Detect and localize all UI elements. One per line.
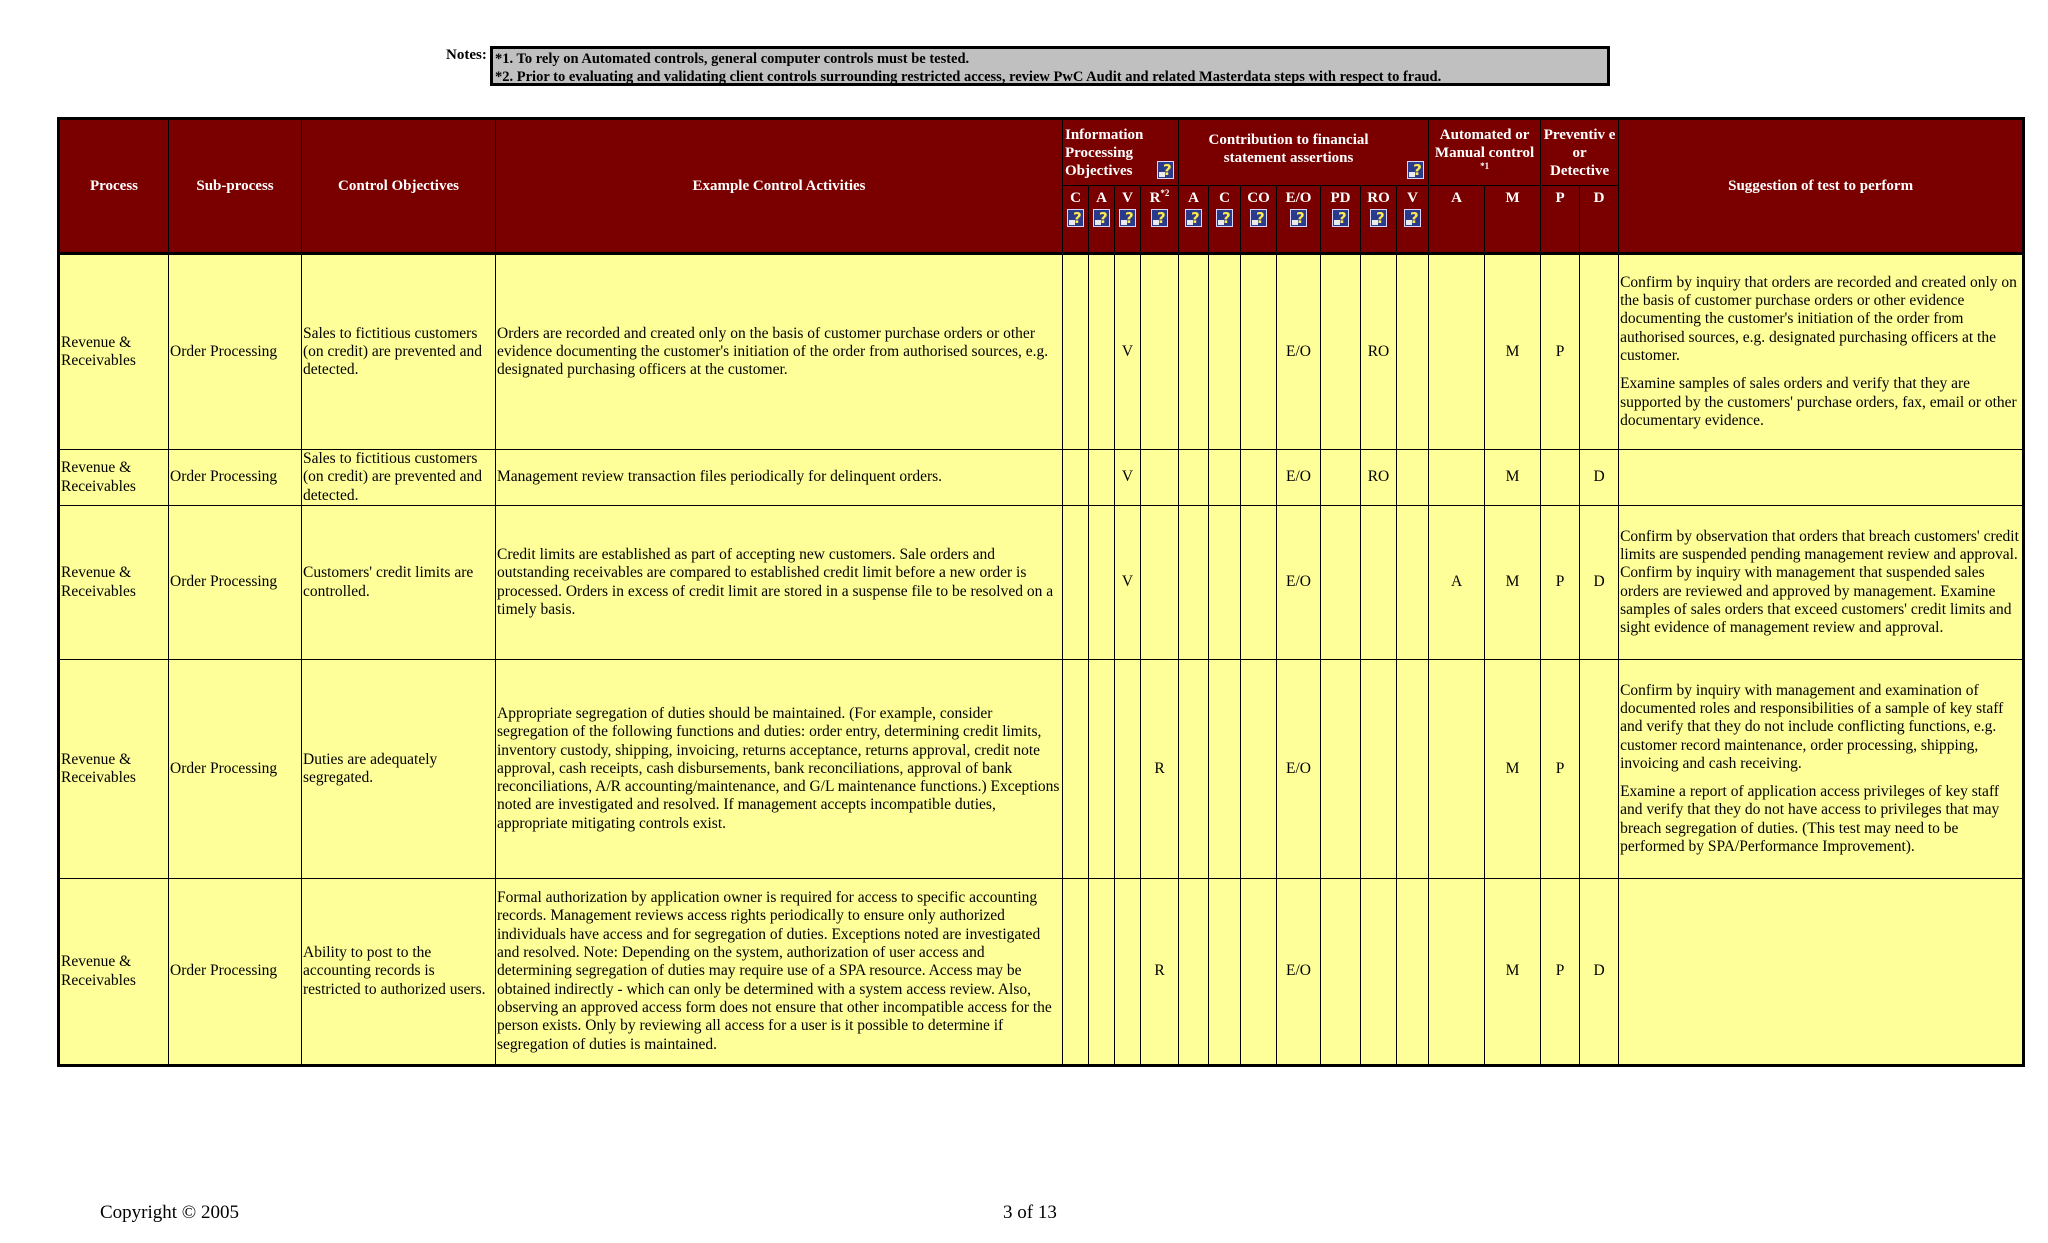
header-am-sup: *1 (1480, 160, 1490, 171)
mark-cell (1321, 660, 1361, 879)
mark-cell (1429, 254, 1485, 450)
mark-cell (1541, 450, 1580, 506)
mark-cell (1397, 506, 1429, 660)
mark-cell (1429, 660, 1485, 879)
mark-cell (1361, 879, 1397, 1066)
mark-cell (1115, 660, 1141, 879)
header-ipo-label: Information Processing Objectives (1065, 126, 1144, 179)
footer-copyright: Copyright © 2005 (100, 1202, 239, 1223)
header-pd-d: D (1580, 186, 1619, 254)
header-am-label: Automated or Manual control (1434, 126, 1535, 161)
mark-cell (1321, 506, 1361, 660)
mark-cell (1241, 660, 1277, 879)
header-pd-p: P (1541, 186, 1580, 254)
header-fsa-group (1179, 119, 1429, 186)
header-process: Process (59, 119, 169, 254)
paragraph-gap (1620, 365, 2021, 375)
help-icon[interactable] (1093, 209, 1110, 227)
mark-cell (1063, 450, 1089, 506)
mark-cell (1361, 660, 1397, 879)
activity-cell: Appropriate segregation of duties should be maintained. (For example, consider segregation of the following functions and duties: order entry, determining credit limits, inventory custody, shipping, invoicing, returns acceptance, returns approval, credit note approval, cash receipts, cash disbursements, bank reconciliations, approval of bank reconciliations, A/R accounting/maintenance, and G/L maintenance functions.) Exceptions noted are investigated and resolved. If management accepts incompatible duties, appropriate mitigating controls exist. (496, 660, 1063, 879)
header-suggestion: Suggestion of test to perform (1619, 119, 2024, 254)
header-ipo-group (1063, 119, 1179, 186)
table-row (59, 506, 2024, 660)
mark-cell (1397, 879, 1429, 1066)
objective-cell: Ability to post to the accounting records is restricted to authorized users. (302, 879, 496, 1066)
mark-cell (1179, 254, 1209, 450)
header-fsa-eo: E/O ? (1277, 186, 1321, 254)
header-pd-label: Preventiv e or Detective (1543, 126, 1616, 179)
header-pd-group (1541, 119, 1619, 186)
help-icon[interactable] (1370, 209, 1387, 227)
mark-cell (1397, 660, 1429, 879)
mark-cell: V (1115, 506, 1141, 660)
help-icon[interactable] (1332, 209, 1349, 227)
suggestion-cell (1619, 660, 2024, 879)
mark-cell (1141, 506, 1179, 660)
help-icon[interactable] (1404, 209, 1421, 227)
subprocess-cell: Order Processing (169, 660, 302, 879)
objective-cell: Duties are adequately segregated. (302, 660, 496, 879)
mark-cell (1209, 660, 1241, 879)
mark-cell: M (1485, 450, 1541, 506)
mark-cell: D (1580, 450, 1619, 506)
footer-page-number: 3 of 13 (1003, 1202, 1057, 1223)
mark-cell: V (1115, 254, 1141, 450)
mark-cell (1429, 879, 1485, 1066)
suggestion-paragraph: Examine a report of application access privileges of key staff and verify that they do not have access to privileges that may breach segregation of duties. (This test may need to be performed by SPA/Performance Improvement). (1620, 783, 2000, 856)
activity-cell: Formal authorization by application owner is required for access to specific accounting records. Management reviews access rights periodically to ensure only authorized individuals have access and for segregation of duties. Exceptions noted are investigated and resolved. Note: Depending on the system, authorization of user access and determining segregation of duties may require use of a SPA resource. Access may be obtained indirectly - which can only be determined with a system access review. Also, observing an approved access form does not ensure that other incompatible access for the person exists. Only by reviewing all access for a user is it possible to determine if segregation of duties is maintained. (496, 879, 1063, 1066)
mark-cell (1241, 254, 1277, 450)
mark-cell (1063, 506, 1089, 660)
help-icon[interactable] (1290, 209, 1307, 227)
mark-cell: M (1485, 506, 1541, 660)
header-am-m: M (1485, 186, 1541, 254)
header-am-group (1429, 119, 1541, 186)
mark-cell: P (1541, 506, 1580, 660)
objective-cell: Customers' credit limits are controlled. (302, 506, 496, 660)
mark-cell: R (1141, 879, 1179, 1066)
mark-cell (1321, 450, 1361, 506)
activity-cell: Orders are recorded and created only on the basis of customer purchase orders or other evidence documenting the customer's initiation of the order from authorised sources, e.g. designated purchasing officers at the customer. (496, 254, 1063, 450)
mark-cell: D (1580, 879, 1619, 1066)
header-fsa-v: V ? (1397, 186, 1429, 254)
mark-cell (1321, 879, 1361, 1066)
mark-cell (1089, 660, 1115, 879)
mark-cell (1429, 450, 1485, 506)
mark-cell: RO (1361, 254, 1397, 450)
suggestion-paragraph: Confirm by inquiry that orders are recorded and created only on the basis of customer purchase orders or other evidence documenting the customer's initiation of the order from authorised sources, e.g. designated purchasing officers at the customer. (1620, 273, 2017, 364)
suggestion-paragraph: Confirm by observation that orders that breach customers' credit limits are suspended pending management review and approval. Confirm by inquiry with management that suspended sales orders are reviewed and approved by management. Examine samples of sales orders that exceed customers' credit limits and sight evidence of management review and approval. (1620, 527, 2019, 637)
table-row (59, 879, 2024, 1066)
header-ipo-v: V ? (1115, 186, 1141, 254)
help-icon[interactable] (1157, 161, 1174, 179)
subprocess-cell: Order Processing (169, 879, 302, 1066)
suggestion-cell (1619, 879, 2024, 1066)
header-ipo-r: $R^{*2}$ ? (1141, 186, 1179, 254)
mark-cell: E/O (1277, 879, 1321, 1066)
process-cell: Revenue & Receivables (59, 450, 169, 506)
objective-cell: Sales to fictitious customers (on credit) are prevented and detected. (302, 450, 496, 506)
mark-cell (1115, 879, 1141, 1066)
mark-cell (1209, 254, 1241, 450)
suggestion-cell (1619, 450, 2024, 506)
process-cell: Revenue & Receivables (59, 254, 169, 450)
mark-cell: E/O (1277, 660, 1321, 879)
table-row (59, 660, 2024, 879)
mark-cell: R (1141, 660, 1179, 879)
header-fsa-c: C ? (1209, 186, 1241, 254)
header-fsa-label: Contribution to financial statement assertions (1208, 131, 1369, 166)
process-cell: Revenue & Receivables (59, 506, 169, 660)
suggestion-cell (1619, 506, 2024, 660)
activity-cell: Credit limits are established as part of accepting new customers. Sale orders and outstanding receivables are compared to established credit limit before a new order is processed. Orders in excess of credit limit are stored in a suspense file to be resolved on a timely basis. (496, 506, 1063, 660)
note-1: *1. To rely on Automated controls, general computer controls must be tested. (495, 51, 970, 67)
mark-cell (1063, 879, 1089, 1066)
help-icon[interactable] (1185, 209, 1202, 227)
mark-cell: P (1541, 660, 1580, 879)
mark-cell (1063, 254, 1089, 450)
mark-cell: P (1541, 254, 1580, 450)
mark-cell: RO (1361, 450, 1397, 506)
header-fsa-ro: RO ? (1361, 186, 1397, 254)
mark-cell (1141, 254, 1179, 450)
mark-cell (1089, 506, 1115, 660)
mark-cell (1241, 450, 1277, 506)
mark-cell: M (1485, 254, 1541, 450)
suggestion-paragraph: Confirm by inquiry with management and examination of documented roles and responsibilities of a sample of key staff and verify that they do not include conflicting functions, e.g. customer record maintenance, order processing, shipping, invoicing and cash receiving. (1620, 681, 2004, 772)
suggestion-paragraph: Examine samples of sales orders and verify that they are supported by the customers' purchase orders, fax, email or other documentary evidence. (1620, 375, 2017, 429)
header-fsa-a: A ? (1179, 186, 1209, 254)
mark-cell (1209, 450, 1241, 506)
mark-cell (1209, 506, 1241, 660)
notes-label: Notes: (446, 47, 487, 63)
activity-cell: Management review transaction files periodically for delinquent orders. (496, 450, 1063, 506)
help-icon[interactable] (1067, 209, 1084, 227)
header-example-activities: Example Control Activities (496, 119, 1063, 254)
mark-cell: E/O (1277, 450, 1321, 506)
process-cell: Revenue & Receivables (59, 879, 169, 1066)
table-row (59, 254, 2024, 450)
mark-cell: E/O (1277, 254, 1321, 450)
mark-cell: E/O (1277, 506, 1321, 660)
mark-cell (1241, 879, 1277, 1066)
notes-box (490, 46, 1610, 86)
mark-cell (1141, 450, 1179, 506)
mark-cell (1321, 254, 1361, 450)
mark-cell (1209, 879, 1241, 1066)
header-subprocess: Sub-process (169, 119, 302, 254)
mark-cell: A (1429, 506, 1485, 660)
mark-cell (1063, 660, 1089, 879)
mark-cell (1179, 879, 1209, 1066)
mark-cell (1241, 506, 1277, 660)
mark-cell: M (1485, 879, 1541, 1066)
table-row (59, 450, 2024, 506)
suggestion-cell (1619, 254, 2024, 450)
help-icon[interactable] (1250, 209, 1267, 227)
help-icon[interactable] (1151, 209, 1168, 227)
mark-cell (1580, 660, 1619, 879)
subprocess-cell: Order Processing (169, 506, 302, 660)
process-cell: Revenue & Receivables (59, 660, 169, 879)
objective-cell: Sales to fictitious customers (on credit) are prevented and detected. (302, 254, 496, 450)
mark-cell (1179, 450, 1209, 506)
header-fsa-co: CO ? (1241, 186, 1277, 254)
help-icon[interactable] (1119, 209, 1136, 227)
mark-cell: P (1541, 879, 1580, 1066)
paragraph-gap (1620, 773, 2021, 783)
header-fsa-pd: PD ? (1321, 186, 1361, 254)
note-2: *2. Prior to evaluating and validating client controls surrounding restricted access, review PwC Audit and related Masterdata steps with respect to fraud. (495, 69, 1442, 85)
help-icon[interactable] (1216, 209, 1233, 227)
header-ipo-c: C ? (1063, 186, 1089, 254)
mark-cell (1397, 254, 1429, 450)
mark-cell (1361, 506, 1397, 660)
mark-cell (1089, 254, 1115, 450)
help-icon[interactable] (1407, 161, 1424, 179)
mark-cell (1179, 660, 1209, 879)
control-matrix-table (57, 117, 2025, 1067)
mark-cell (1179, 506, 1209, 660)
mark-cell: V (1115, 450, 1141, 506)
header-ipo-a: A ? (1089, 186, 1115, 254)
mark-cell: M (1485, 660, 1541, 879)
header-am-a: A (1429, 186, 1485, 254)
subprocess-cell: Order Processing (169, 450, 302, 506)
mark-cell (1580, 254, 1619, 450)
subprocess-cell: Order Processing (169, 254, 302, 450)
mark-cell (1089, 879, 1115, 1066)
mark-cell: D (1580, 506, 1619, 660)
mark-cell (1089, 450, 1115, 506)
mark-cell (1397, 450, 1429, 506)
header-control-objectives: Control Objectives (302, 119, 496, 254)
